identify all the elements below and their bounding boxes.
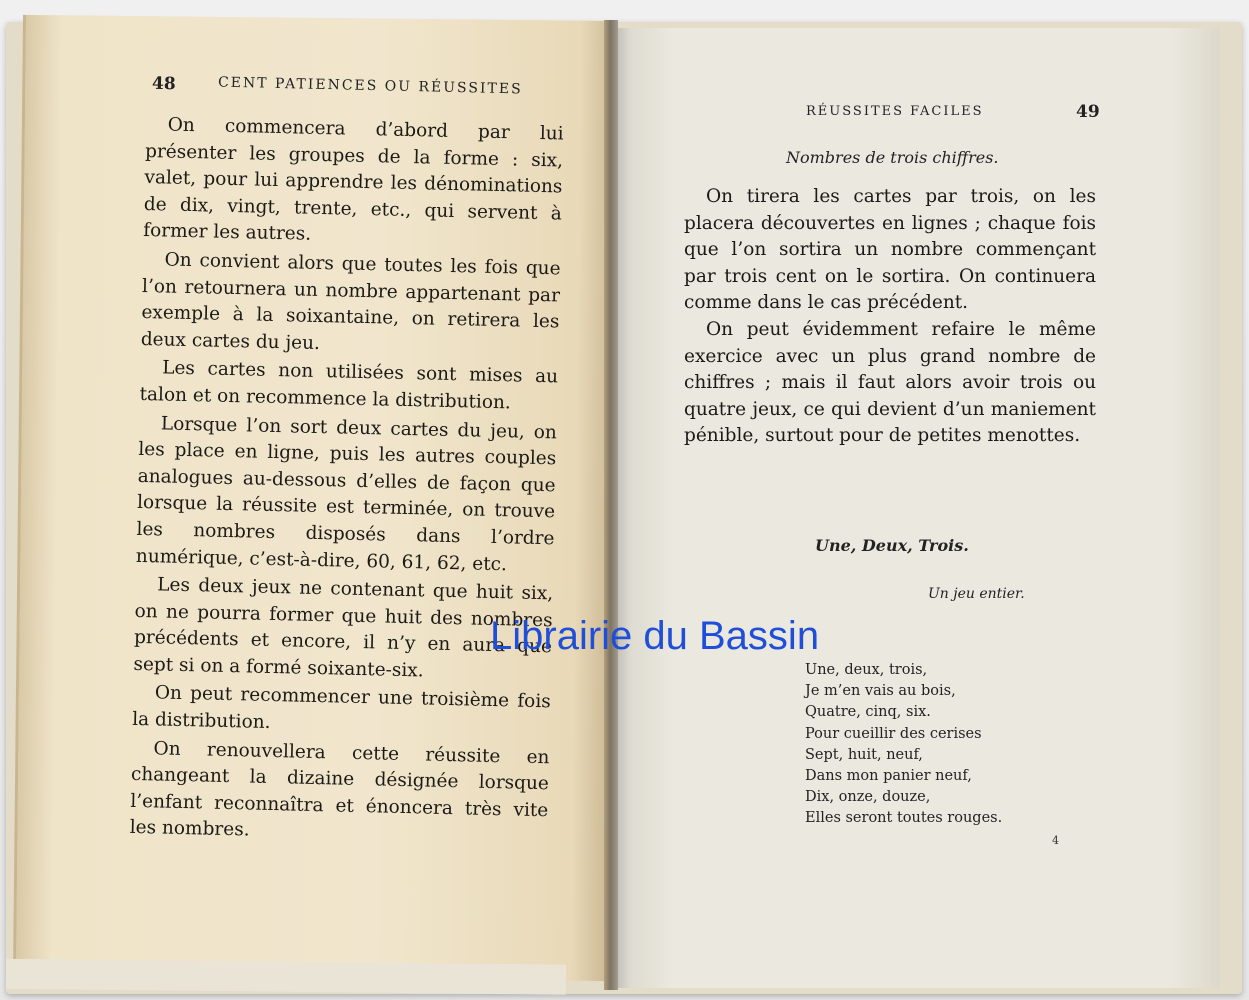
poem-line: Dix, onze, douze,	[805, 789, 931, 806]
right-page-body	[684, 184, 1096, 450]
left-page-body	[129, 112, 564, 853]
watermark: Librairie du Bassin	[490, 614, 820, 658]
paragraph: Les deux jeux ne contenant que huit six, on ne pourra former que huit des nombres précédents et encore, il n’y en aura que sept si on a formé soixante-six.	[133, 574, 554, 682]
section-subtitle: Un jeu entier.	[928, 586, 1025, 602]
poem-line: Pour cueillir des cerises	[805, 725, 982, 742]
poem-line: Quatre, cinq, six.	[805, 704, 931, 721]
paragraph: On commencera d’abord par lui présenter les groupes de la forme : six, valet, pour lui apprendre les dénominations de dix, vingt, trente, etc., qui servent à former les autres.	[143, 114, 564, 246]
left-page-number: 48	[151, 73, 176, 95]
poem-line: Dans mon panier neuf,	[805, 768, 972, 785]
right-page	[612, 28, 1220, 988]
poem-line: Sept, huit, neuf,	[805, 746, 923, 763]
right-page-number: 49	[1076, 102, 1100, 122]
book-gutter	[604, 20, 618, 990]
paragraph: Lorsque l’on sort deux cartes du jeu, on les place en ligne, puis les autres couples analogues au-dessous d’elles de façon que lorsque la réussite est terminée, on trouve les nombres disposés dans l’ordre numérique, c’est-à-dire, 60, 61, 62, etc.	[135, 412, 558, 575]
poem	[805, 660, 1002, 830]
signature-mark: 4	[1052, 834, 1059, 847]
paragraph: On convient alors que toutes les fois que l’on retournera un nombre appartenant par exemple à la soixantaine, on retirera les deux cartes du jeu.	[140, 249, 561, 354]
poem-line: Elles seront toutes rouges.	[805, 810, 1003, 827]
left-running-head: CENT PATIENCES OU RÉUSSITES	[217, 74, 523, 98]
poem-line: Je m’en vais au bois,	[805, 683, 956, 700]
paragraph: On peut recommencer une troisième fois la distribution.	[131, 682, 551, 734]
right-subtitle: Nombres de trois chiffres.	[786, 148, 999, 167]
poem-line: Une, deux, trois,	[805, 662, 928, 678]
paragraph: On peut évidemment refaire le même exercice avec un plus grand nombre de chiffres ; mais il faut alors avoir trois ou quatre jeux, ce qui devient d’un maniement pénible, surtout pour de petites menottes.	[684, 318, 1096, 447]
paragraph: On renouvellera cette réussite en changeant la dizaine désignée lorsque l’enfant reconnaîtra et énoncera très vite les nombres.	[129, 737, 550, 841]
paragraph: Les cartes non utilisées sont mises au talon et on recommence la distribution.	[139, 357, 559, 414]
section-title: Une, Deux, Trois.	[815, 536, 969, 555]
right-running-head: RÉUSSITES FACILES	[806, 104, 984, 119]
paragraph: On tirera les cartes par trois, on les placera découvertes en lignes ; chaque fois que l’on sortira un nombre commençant par trois cent on le sortira. On continuera comme dans le cas précédent.	[684, 186, 1096, 314]
